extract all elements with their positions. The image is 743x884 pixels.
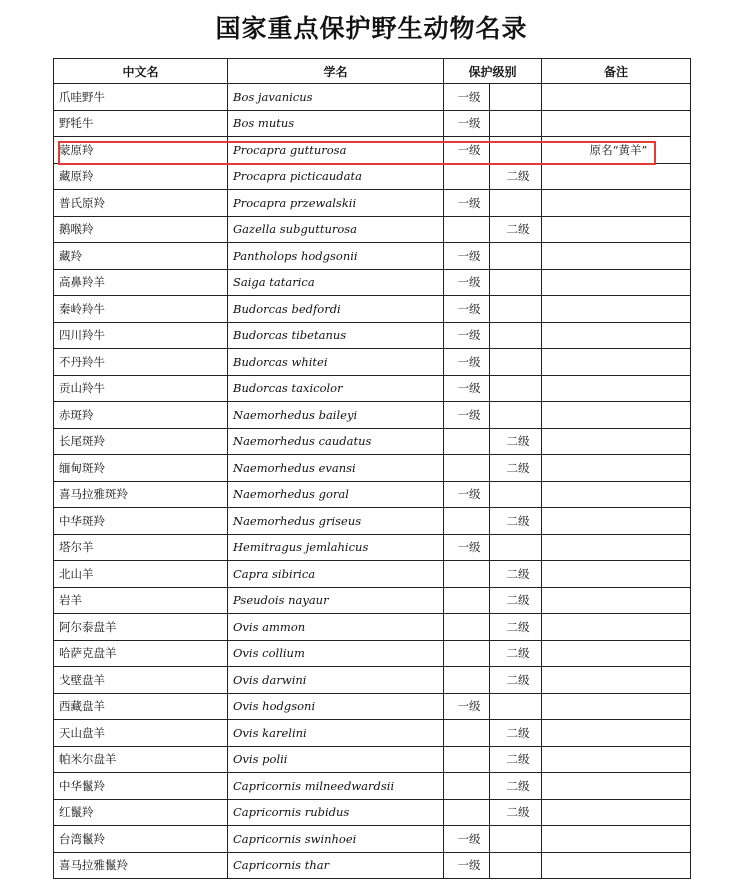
- level-2-cell: [490, 693, 542, 720]
- remarks-cell: [542, 402, 691, 429]
- table-row: [54, 428, 691, 455]
- level-2-cell: 二级: [490, 799, 542, 826]
- remarks-cell: [542, 84, 691, 111]
- table-row: [54, 508, 691, 535]
- scientific-name-cell: Pseudois nayaur: [228, 587, 444, 614]
- remarks-cell: [542, 375, 691, 402]
- remarks-cell: [542, 773, 691, 800]
- chinese-name-cell: 西藏盘羊: [54, 693, 228, 720]
- remarks-cell: [542, 243, 691, 270]
- level-1-cell: [444, 614, 490, 641]
- chinese-name-cell: 哈萨克盘羊: [54, 640, 228, 667]
- level-1-cell: 一级: [444, 826, 490, 853]
- level-2-cell: [490, 110, 542, 137]
- table-row: [54, 746, 691, 773]
- level-1-cell: 一级: [444, 693, 490, 720]
- level-2-cell: [490, 402, 542, 429]
- level-2-cell: [490, 84, 542, 111]
- scientific-name-cell: Capra sibirica: [228, 561, 444, 588]
- scientific-name-cell: Bos mutus: [228, 110, 444, 137]
- level-2-cell: [490, 349, 542, 376]
- level-2-cell: 二级: [490, 640, 542, 667]
- scientific-name-cell: Budorcas taxicolor: [228, 375, 444, 402]
- scientific-name-cell: Naemorhedus caudatus: [228, 428, 444, 455]
- level-1-cell: 一级: [444, 243, 490, 270]
- scientific-name-cell: Hemitragus jemlahicus: [228, 534, 444, 561]
- level-1-cell: [444, 773, 490, 800]
- level-1-cell: [444, 561, 490, 588]
- remarks-cell: [542, 561, 691, 588]
- level-2-cell: [490, 534, 542, 561]
- chinese-name-cell: 爪哇野牛: [54, 84, 228, 111]
- remarks-cell: [542, 455, 691, 482]
- chinese-name-cell: 岩羊: [54, 587, 228, 614]
- table-row: [54, 243, 691, 270]
- scientific-name-cell: Saiga tatarica: [228, 269, 444, 296]
- chinese-name-cell: 蒙原羚: [54, 137, 228, 164]
- table-row: [54, 852, 691, 879]
- level-1-cell: [444, 587, 490, 614]
- remarks-cell: [542, 428, 691, 455]
- remarks-cell: [542, 826, 691, 853]
- level-1-cell: [444, 799, 490, 826]
- level-2-cell: [490, 296, 542, 323]
- header-scientific-name: 学名: [228, 59, 444, 84]
- table-row: [54, 375, 691, 402]
- level-1-cell: 一级: [444, 402, 490, 429]
- level-1-cell: 一级: [444, 852, 490, 879]
- chinese-name-cell: 普氏原羚: [54, 190, 228, 217]
- chinese-name-cell: 藏原羚: [54, 163, 228, 190]
- level-1-cell: 一级: [444, 481, 490, 508]
- table-row: [54, 720, 691, 747]
- level-2-cell: [490, 322, 542, 349]
- scientific-name-cell: Capricornis swinhoei: [228, 826, 444, 853]
- level-1-cell: 一级: [444, 137, 490, 164]
- level-2-cell: 二级: [490, 587, 542, 614]
- table-row: [54, 455, 691, 482]
- remarks-cell: [542, 481, 691, 508]
- table-row: [54, 216, 691, 243]
- remarks-cell: [542, 163, 691, 190]
- page-title: 国家重点保护野生动物名录: [215, 14, 528, 43]
- table-row: [54, 481, 691, 508]
- scientific-name-cell: Ovis collium: [228, 640, 444, 667]
- table-row: [54, 110, 691, 137]
- level-2-cell: [490, 481, 542, 508]
- table-row: [54, 163, 691, 190]
- level-2-cell: 二级: [490, 746, 542, 773]
- chinese-name-cell: 台湾鬣羚: [54, 826, 228, 853]
- level-2-cell: [490, 137, 542, 164]
- level-1-cell: [444, 720, 490, 747]
- remarks-cell: [542, 110, 691, 137]
- level-2-cell: [490, 269, 542, 296]
- level-2-cell: 二级: [490, 455, 542, 482]
- table-row: [54, 826, 691, 853]
- table-row: [54, 296, 691, 323]
- table-row: [54, 349, 691, 376]
- level-2-cell: [490, 852, 542, 879]
- scientific-name-cell: Budorcas bedfordi: [228, 296, 444, 323]
- scientific-name-cell: Budorcas tibetanus: [228, 322, 444, 349]
- level-1-cell: 一级: [444, 269, 490, 296]
- level-2-cell: 二级: [490, 216, 542, 243]
- remarks-cell: [542, 296, 691, 323]
- level-2-cell: 二级: [490, 667, 542, 694]
- scientific-name-cell: Budorcas whitei: [228, 349, 444, 376]
- table-row: [54, 402, 691, 429]
- chinese-name-cell: 天山盘羊: [54, 720, 228, 747]
- chinese-name-cell: 中华斑羚: [54, 508, 228, 535]
- level-2-cell: [490, 375, 542, 402]
- chinese-name-cell: 喜马拉雅斑羚: [54, 481, 228, 508]
- level-1-cell: [444, 163, 490, 190]
- chinese-name-cell: 缅甸斑羚: [54, 455, 228, 482]
- level-2-cell: [490, 826, 542, 853]
- remarks-cell: [542, 746, 691, 773]
- level-1-cell: 一级: [444, 349, 490, 376]
- level-2-cell: 二级: [490, 561, 542, 588]
- chinese-name-cell: 藏羚: [54, 243, 228, 270]
- header-remarks: 备注: [542, 59, 691, 84]
- scientific-name-cell: Capricornis rubidus: [228, 799, 444, 826]
- level-2-cell: [490, 243, 542, 270]
- scientific-name-cell: Ovis ammon: [228, 614, 444, 641]
- level-1-cell: 一级: [444, 322, 490, 349]
- table-row: [54, 534, 691, 561]
- scientific-name-cell: Naemorhedus griseus: [228, 508, 444, 535]
- remarks-cell: [542, 269, 691, 296]
- chinese-name-cell: 戈壁盘羊: [54, 667, 228, 694]
- chinese-name-cell: 鹅喉羚: [54, 216, 228, 243]
- chinese-name-cell: 塔尔羊: [54, 534, 228, 561]
- scientific-name-cell: Procapra picticaudata: [228, 163, 444, 190]
- scientific-name-cell: Procapra przewalskii: [228, 190, 444, 217]
- chinese-name-cell: 帕米尔盘羊: [54, 746, 228, 773]
- remarks-cell: [542, 693, 691, 720]
- level-2-cell: 二级: [490, 163, 542, 190]
- remarks-cell: [542, 667, 691, 694]
- level-1-cell: 一级: [444, 110, 490, 137]
- remarks-cell: [542, 216, 691, 243]
- table-row: [54, 137, 691, 164]
- remarks-cell: 原名“黄羊”: [542, 137, 691, 164]
- chinese-name-cell: 中华鬣羚: [54, 773, 228, 800]
- table-row: [54, 614, 691, 641]
- chinese-name-cell: 秦岭羚牛: [54, 296, 228, 323]
- scientific-name-cell: Ovis karelini: [228, 720, 444, 747]
- level-1-cell: [444, 667, 490, 694]
- chinese-name-cell: 北山羊: [54, 561, 228, 588]
- level-2-cell: [490, 190, 542, 217]
- level-2-cell: 二级: [490, 428, 542, 455]
- table-row: [54, 773, 691, 800]
- table-row: [54, 190, 691, 217]
- scientific-name-cell: Ovis polii: [228, 746, 444, 773]
- table-row: [54, 640, 691, 667]
- scientific-name-cell: Capricornis thar: [228, 852, 444, 879]
- level-1-cell: [444, 746, 490, 773]
- level-1-cell: [444, 508, 490, 535]
- level-2-cell: 二级: [490, 614, 542, 641]
- remarks-cell: [542, 614, 691, 641]
- remarks-cell: [542, 322, 691, 349]
- table-row: [54, 587, 691, 614]
- table-row: [54, 84, 691, 111]
- remarks-cell: [542, 587, 691, 614]
- level-1-cell: 一级: [444, 84, 490, 111]
- scientific-name-cell: Pantholops hodgsonii: [228, 243, 444, 270]
- table-row: [54, 322, 691, 349]
- table-header-row: [54, 59, 691, 84]
- scientific-name-cell: Bos javanicus: [228, 84, 444, 111]
- scientific-name-cell: Naemorhedus goral: [228, 481, 444, 508]
- table-row: [54, 667, 691, 694]
- level-2-cell: 二级: [490, 720, 542, 747]
- remarks-cell: [542, 720, 691, 747]
- level-1-cell: [444, 216, 490, 243]
- scientific-name-cell: Capricornis milneedwardsii: [228, 773, 444, 800]
- remarks-cell: [542, 799, 691, 826]
- level-1-cell: 一级: [444, 296, 490, 323]
- chinese-name-cell: 红鬣羚: [54, 799, 228, 826]
- scientific-name-cell: Naemorhedus evansi: [228, 455, 444, 482]
- chinese-name-cell: 贡山羚牛: [54, 375, 228, 402]
- scientific-name-cell: Procapra gutturosa: [228, 137, 444, 164]
- table-row: [54, 561, 691, 588]
- chinese-name-cell: 阿尔泰盘羊: [54, 614, 228, 641]
- scientific-name-cell: Gazella subgutturosa: [228, 216, 444, 243]
- chinese-name-cell: 喜马拉雅鬣羚: [54, 852, 228, 879]
- level-2-cell: 二级: [490, 508, 542, 535]
- scientific-name-cell: Naemorhedus baileyi: [228, 402, 444, 429]
- level-1-cell: [444, 428, 490, 455]
- chinese-name-cell: 不丹羚牛: [54, 349, 228, 376]
- level-1-cell: [444, 640, 490, 667]
- header-chinese-name: 中文名: [54, 59, 228, 84]
- scientific-name-cell: Ovis hodgsoni: [228, 693, 444, 720]
- level-1-cell: 一级: [444, 190, 490, 217]
- remarks-cell: [542, 508, 691, 535]
- chinese-name-cell: 赤斑羚: [54, 402, 228, 429]
- chinese-name-cell: 高鼻羚羊: [54, 269, 228, 296]
- chinese-name-cell: 长尾斑羚: [54, 428, 228, 455]
- remarks-cell: [542, 190, 691, 217]
- table-row: [54, 269, 691, 296]
- remarks-cell: [542, 534, 691, 561]
- table-row: [54, 799, 691, 826]
- remarks-cell: [542, 852, 691, 879]
- header-protection-level: 保护级别: [444, 59, 542, 84]
- chinese-name-cell: 四川羚牛: [54, 322, 228, 349]
- level-1-cell: 一级: [444, 375, 490, 402]
- wildlife-table: [53, 58, 691, 879]
- scientific-name-cell: Ovis darwini: [228, 667, 444, 694]
- remarks-cell: [542, 349, 691, 376]
- table-row: [54, 693, 691, 720]
- level-2-cell: 二级: [490, 773, 542, 800]
- level-1-cell: 一级: [444, 534, 490, 561]
- remarks-cell: [542, 640, 691, 667]
- chinese-name-cell: 野牦牛: [54, 110, 228, 137]
- level-1-cell: [444, 455, 490, 482]
